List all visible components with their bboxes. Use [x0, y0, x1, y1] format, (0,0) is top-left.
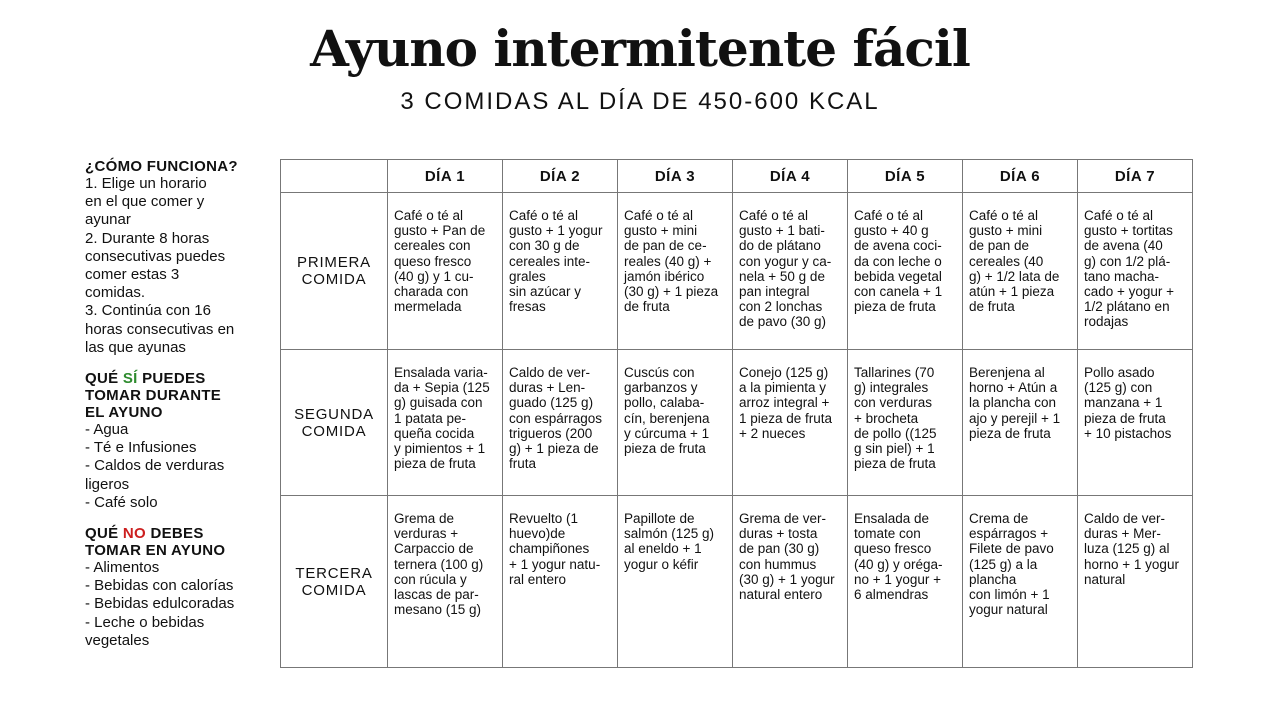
cannot-take-heading — [85, 525, 265, 559]
meal-cell: Café o té al gusto + tortitas de avena (40 g) con 1/2 plá- tano macha- cado + yogur + 1/2 plátano en rodajas — [1078, 193, 1193, 350]
meal-cell: Grema de verduras + Carpaccio de ternera (100 g) con rúcula y lascas de par- mesano (15 g) — [388, 496, 503, 668]
can-take-heading — [85, 370, 265, 421]
meal-cell: Café o té al gusto + 1 yogur con 30 g de cereales inte- grales sin azúcar y fresas — [503, 193, 618, 350]
page-title: Ayuno intermitente fácil — [310, 19, 970, 78]
table-row — [281, 496, 1193, 668]
can-take-highlight: SÍ — [122, 370, 138, 388]
day-header: DÍA 5 — [848, 160, 963, 193]
day-header: DÍA 4 — [733, 160, 848, 193]
sidebar — [85, 158, 265, 650]
table-row — [281, 193, 1193, 350]
table-row — [281, 350, 1193, 496]
can-take-heading-pre: QUÉ — [85, 370, 123, 388]
meal-cell: Café o té al gusto + 40 g de avena coci- da con leche o bebida vegetal con canela + 1 pieza de fruta — [848, 193, 963, 350]
meal-cell: Caldo de ver- duras + Len- guado (125 g) con espárragos trigueros (200 g) + 1 pieza de fruta — [503, 350, 618, 496]
table-header-row — [281, 160, 1193, 193]
meal-cell: Ensalada de tomate con queso fresco (40 g) y oréga- no + 1 yogur + 6 almendras — [848, 496, 963, 668]
meal-cell: Café o té al gusto + Pan de cereales con queso fresco (40 g) y 1 cu- charada con mermelada — [388, 193, 503, 350]
meal-cell: Papillote de salmón (125 g) al eneldo + 1 yogur o kéfir — [618, 496, 733, 668]
meal-cell: Berenjena al horno + Atún a la plancha con ajo y perejil + 1 pieza de fruta — [963, 350, 1078, 496]
day-header: DÍA 3 — [618, 160, 733, 193]
meal-cell: Revuelto (1 huevo)de champiñones + 1 yogur natu- ral entero — [503, 496, 618, 668]
meal-cell: Café o té al gusto + mini de pan de cereales (40 g) + 1/2 lata de atún + 1 pieza de fruta — [963, 193, 1078, 350]
meal-cell: Grema de ver- duras + tosta de pan (30 g) con hummus (30 g) + 1 yogur natural entero — [733, 496, 848, 668]
day-header: DÍA 1 — [388, 160, 503, 193]
cannot-take-heading-post: DEBES TOMAR EN AYUNO — [85, 525, 226, 560]
day-header: DÍA 2 — [503, 160, 618, 193]
day-header: DÍA 7 — [1078, 160, 1193, 193]
meal-label: TERCERA COMIDA — [281, 496, 388, 668]
meal-cell: Cuscús con garbanzos y pollo, calaba- cín, berenjena y cúrcuma + 1 pieza de fruta — [618, 350, 733, 496]
meal-label: PRIMERA COMIDA — [281, 193, 388, 350]
meal-cell: Conejo (125 g) a la pimienta y arroz integral + 1 pieza de fruta + 2 nueces — [733, 350, 848, 496]
can-take-list: - Agua - Té e Infusiones - Caldos de verduras ligeros - Café solo — [85, 421, 225, 511]
page-subtitle: 3 COMIDAS AL DÍA DE 450-600 KCAL — [400, 88, 880, 115]
meal-label: SEGUNDA COMIDA — [281, 350, 388, 496]
cannot-take-heading-pre: QUÉ — [85, 525, 123, 543]
cannot-take-list: - Alimentos - Bebidas con calorías - Bebidas edulcoradas - Leche o bebidas vegetales — [85, 559, 235, 649]
how-it-works-text: 1. Elige un horario en el que comer y ayunar 2. Durante 8 horas consecutivas puedes comer estas 3 comidas. 3. Continúa con 16 horas consecutivas en las que ayunas — [85, 175, 235, 356]
how-it-works-heading: ¿CÓMO FUNCIONA? — [85, 158, 238, 175]
meal-cell: Café o té al gusto + mini de pan de ce- reales (40 g) + jamón ibérico (30 g) + 1 pieza de fruta — [618, 193, 733, 350]
meal-cell: Café o té al gusto + 1 bati- do de plátano con yogur y ca- nela + 50 g de pan integral con 2 lonchas de pavo (30 g) — [733, 193, 848, 350]
meal-cell: Tallarines (70 g) integrales con verduras + brocheta de pollo ((125 g sin piel) + 1 pieza de fruta — [848, 350, 963, 496]
meal-cell: Ensalada varia- da + Sepia (125 g) guisada con 1 patata pe- queña cocida y pimientos + 1 pieza de fruta — [388, 350, 503, 496]
day-header: DÍA 6 — [963, 160, 1078, 193]
cannot-take-highlight: NO — [122, 525, 146, 543]
corner-cell — [281, 160, 388, 193]
meal-cell: Pollo asado (125 g) con manzana + 1 pieza de fruta + 10 pistachos — [1078, 350, 1193, 496]
meal-cell: Caldo de ver- duras + Mer- luza (125 g) al horno + 1 yogur natural — [1078, 496, 1193, 668]
meal-cell: Crema de espárragos + Filete de pavo (125 g) a la plancha con limón + 1 yogur natural — [963, 496, 1078, 668]
meal-plan-table — [280, 159, 1193, 668]
can-take-heading-post: PUEDES TOMAR DURANTE EL AYUNO — [85, 370, 222, 422]
